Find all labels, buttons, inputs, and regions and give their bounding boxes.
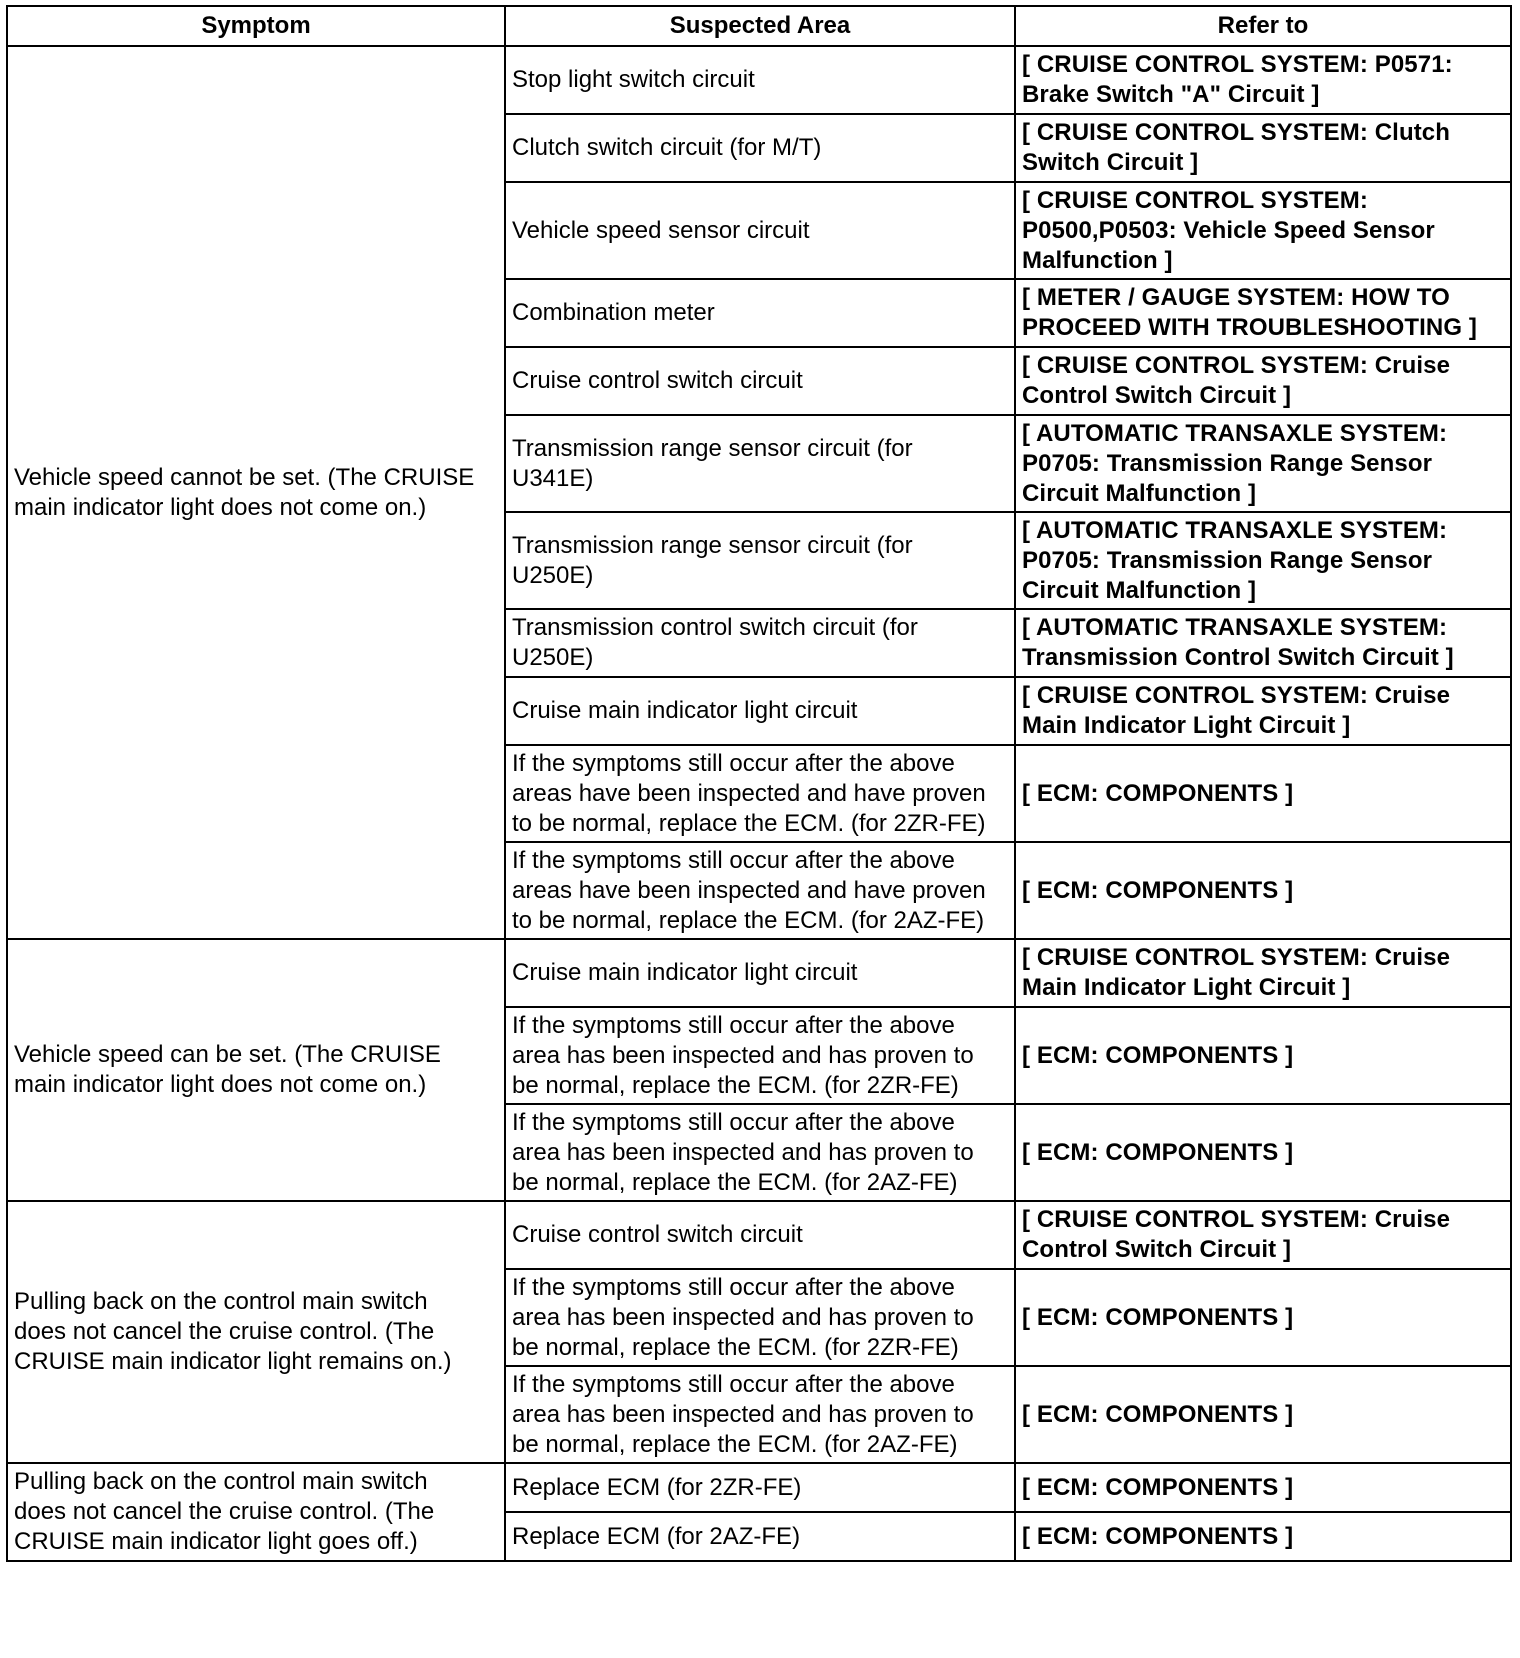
refer-to-cell: [ METER / GAUGE SYSTEM: HOW TO PROCEED WITH TROUBLESHOOTING ] [1015, 279, 1511, 347]
suspected-area-cell: Combination meter [505, 279, 1015, 347]
symptom-cell: Vehicle speed can be set. (The CRUISE main indicator light does not come on.) [7, 939, 505, 1201]
refer-to-cell: [ CRUISE CONTROL SYSTEM: Cruise Control Switch Circuit ] [1015, 1201, 1511, 1269]
symptom-cell: Vehicle speed cannot be set. (The CRUISE main indicator light does not come on.) [7, 46, 505, 939]
refer-to-cell: [ CRUISE CONTROL SYSTEM: P0571: Brake Switch "A" Circuit ] [1015, 46, 1511, 114]
suspected-area-cell: Clutch switch circuit (for M/T) [505, 114, 1015, 182]
suspected-area-cell: Vehicle speed sensor circuit [505, 182, 1015, 279]
refer-to-cell: [ ECM: COMPONENTS ] [1015, 1007, 1511, 1104]
table-row [7, 46, 1511, 114]
suspected-area-cell: If the symptoms still occur after the above area has been inspected and has proven to be normal, replace the ECM. (for 2ZR-FE) [505, 1007, 1015, 1104]
refer-to-cell: [ ECM: COMPONENTS ] [1015, 745, 1511, 842]
refer-to-cell: [ ECM: COMPONENTS ] [1015, 1463, 1511, 1512]
table-row [7, 1463, 1511, 1512]
suspected-area-cell: If the symptoms still occur after the above areas have been inspected and have proven to be normal, replace the ECM. (for 2ZR-FE) [505, 745, 1015, 842]
suspected-area-cell: Transmission range sensor circuit (for U250E) [505, 512, 1015, 609]
refer-to-cell: [ CRUISE CONTROL SYSTEM: Clutch Switch Circuit ] [1015, 114, 1511, 182]
refer-to-cell: [ AUTOMATIC TRANSAXLE SYSTEM: Transmission Control Switch Circuit ] [1015, 609, 1511, 677]
refer-to-cell: [ CRUISE CONTROL SYSTEM: Cruise Main Indicator Light Circuit ] [1015, 939, 1511, 1007]
suspected-area-cell: Cruise main indicator light circuit [505, 939, 1015, 1007]
suspected-area-cell: If the symptoms still occur after the above area has been inspected and has proven to be normal, replace the ECM. (for 2AZ-FE) [505, 1366, 1015, 1463]
suspected-area-cell: If the symptoms still occur after the above area has been inspected and has proven to be normal, replace the ECM. (for 2AZ-FE) [505, 1104, 1015, 1201]
suspected-area-cell: If the symptoms still occur after the above areas have been inspected and have proven to be normal, replace the ECM. (for 2AZ-FE) [505, 842, 1015, 939]
suspected-area-cell: Cruise control switch circuit [505, 347, 1015, 415]
suspected-area-cell: Cruise main indicator light circuit [505, 677, 1015, 745]
suspected-area-cell: Cruise control switch circuit [505, 1201, 1015, 1269]
refer-to-cell: [ ECM: COMPONENTS ] [1015, 1366, 1511, 1463]
refer-to-cell: [ ECM: COMPONENTS ] [1015, 1512, 1511, 1561]
header-suspected-area: Suspected Area [505, 6, 1015, 46]
refer-to-cell: [ AUTOMATIC TRANSAXLE SYSTEM: P0705: Transmission Range Sensor Circuit Malfunction ] [1015, 415, 1511, 512]
header-symptom: Symptom [7, 6, 505, 46]
symptom-cell: Pulling back on the control main switch does not cancel the cruise control. (The CRUISE main indicator light goes off.) [7, 1463, 505, 1561]
problem-symptoms-table [6, 5, 1512, 1562]
suspected-area-cell: Transmission range sensor circuit (for U341E) [505, 415, 1015, 512]
refer-to-cell: [ ECM: COMPONENTS ] [1015, 1269, 1511, 1366]
table-header-row [7, 6, 1511, 46]
refer-to-cell: [ ECM: COMPONENTS ] [1015, 842, 1511, 939]
suspected-area-cell: Replace ECM (for 2ZR-FE) [505, 1463, 1015, 1512]
suspected-area-cell: If the symptoms still occur after the above area has been inspected and has proven to be normal, replace the ECM. (for 2ZR-FE) [505, 1269, 1015, 1366]
header-refer-to: Refer to [1015, 6, 1511, 46]
suspected-area-cell: Stop light switch circuit [505, 46, 1015, 114]
suspected-area-cell: Transmission control switch circuit (for U250E) [505, 609, 1015, 677]
table-row [7, 939, 1511, 1007]
refer-to-cell: [ AUTOMATIC TRANSAXLE SYSTEM: P0705: Transmission Range Sensor Circuit Malfunction ] [1015, 512, 1511, 609]
symptom-cell: Pulling back on the control main switch does not cancel the cruise control. (The CRUISE main indicator light remains on.) [7, 1201, 505, 1463]
refer-to-cell: [ CRUISE CONTROL SYSTEM: Cruise Main Indicator Light Circuit ] [1015, 677, 1511, 745]
table-body [7, 46, 1511, 1561]
refer-to-cell: [ ECM: COMPONENTS ] [1015, 1104, 1511, 1201]
refer-to-cell: [ CRUISE CONTROL SYSTEM: Cruise Control Switch Circuit ] [1015, 347, 1511, 415]
troubleshooting-document [6, 5, 1512, 1562]
table-row [7, 1201, 1511, 1269]
suspected-area-cell: Replace ECM (for 2AZ-FE) [505, 1512, 1015, 1561]
refer-to-cell: [ CRUISE CONTROL SYSTEM: P0500,P0503: Vehicle Speed Sensor Malfunction ] [1015, 182, 1511, 279]
